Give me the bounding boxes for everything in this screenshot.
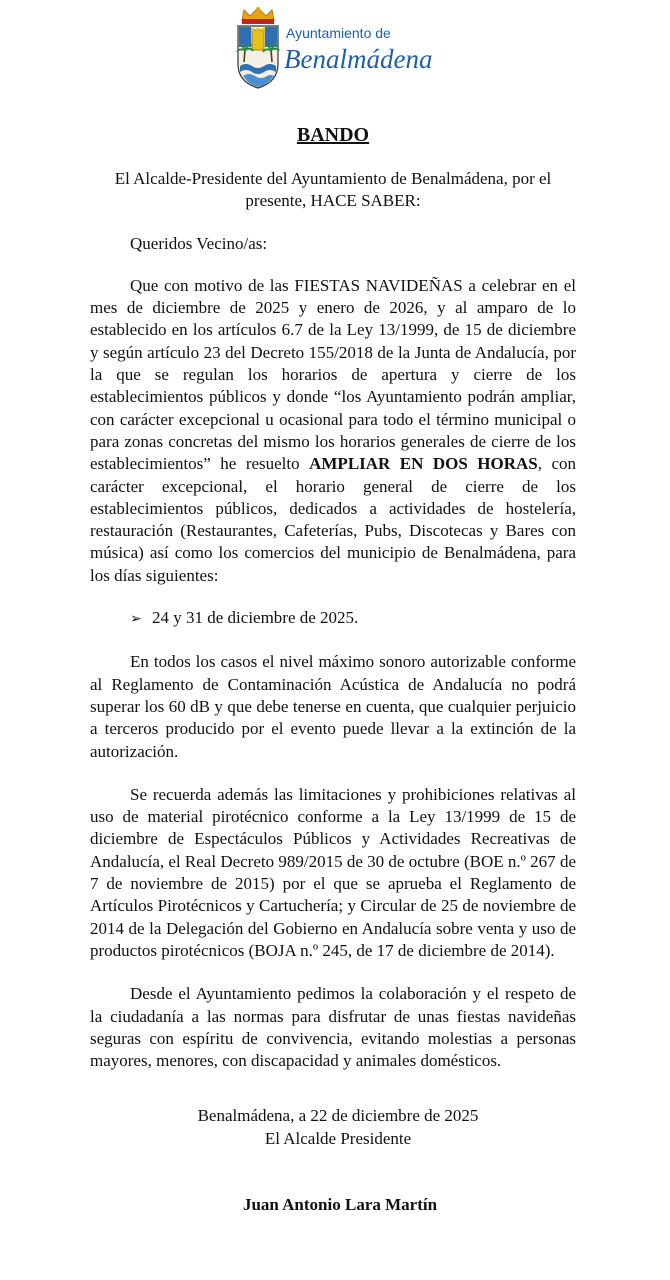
paragraph-1-emphasis: AMPLIAR EN DOS HORAS: [309, 454, 538, 474]
signer-name: Juan Antonio Lara Martín: [242, 1194, 438, 1214]
paragraph-1-text-b: , con carácter excepcional, el horario general de cierre de los establecimientos públicos, dedicados a actividades de hostelería, restauración (Restaurantes, Cafeterías, Pubs, Discotecas y Bares con música) así como los comercios del municipio de Benalmádena, para los días siguientes:: [90, 454, 577, 585]
arrow-bullet-icon: ➢: [130, 611, 142, 628]
intro-paragraph: El Alcalde-Presidente del Ayuntamiento de Benalmádena, por el presente, HACE SABER:: [114, 169, 552, 211]
dates-bullet: [130, 607, 576, 630]
paragraph-2: En todos los casos el nivel máximo sonoro autorizable conforme al Reglamento de Contaminación Acústica de Andalucía no podrá superar los 60 dB y que debe tenerse en cuenta, que cualquier perjuicio a terceros producido por el evento puede llevar a la extinción de la autorización.: [90, 652, 576, 761]
signer-role: El Alcalde Presidente: [264, 1128, 412, 1148]
paragraph-1-text-a: Que con motivo de las FIESTAS NAVIDEÑAS a celebrar en el mes de diciembre de 2025 y enero de 2026, y al amparo de lo establecido en los artículos 6.7 de la Ley 13/1999, de 15 de diciembre y según artículo 23 del Decreto 155/2018 de la Junta de Andalucía, por la que se regulan los horarios de apertura y cierre de los establecimientos públicos y donde “los Ayuntamiento podrán ampliar, con carácter excepcional u ocasional para todo el término municipal o para zonas concretas del mismo los horarios generales de cierre de los establecimientos” he resuelto: [90, 275, 576, 474]
coat-of-arms-icon: [234, 6, 282, 90]
logo-text-line1: Ayuntamiento de: [286, 25, 391, 41]
logo-text-line2: Benalmádena: [284, 44, 433, 74]
dates-bullet-text: 24 y 31 de diciembre de 2025.: [152, 608, 359, 628]
signature-block: [100, 1105, 576, 1150]
paragraph-4: Desde el Ayuntamiento pedimos la colaboración y el respeto de la ciudadanía a las normas para disfrutar de unas fiestas navideñas seguras con espíritu de convivencia, evitando molestias a personas mayores, menores, con discapacidad y animales domésticos.: [90, 984, 576, 1071]
greeting: Queridos Vecino/as:: [130, 233, 268, 253]
paragraph-1: [90, 275, 576, 587]
place-date: Benalmádena, a 22 de diciembre de 2025: [197, 1106, 479, 1126]
ayuntamiento-logo: [232, 6, 442, 92]
document-title: BANDO: [296, 124, 370, 146]
paragraph-3: Se recuerda además las limitaciones y prohibiciones relativas al uso de material pirotécnico conforme a la Ley 13/1999 de 15 de diciembre de Espectáculos Públicos y Actividades Recreativas de Andalucía, el Real Decreto 989/2015 de 30 de octubre (BOE n.º 267 de 7 de noviembre de 2015) por el que se aprueba el Reglamento de Artículos Pirotécnicos y Cartuchería; y Circular de 25 de noviembre de 2014 de la Delegación del Gobierno en Andalucía sobre venta y uso de productos pirotécnicos (BOJA n.º 245, de 17 de diciembre de 2014).: [90, 784, 576, 960]
document-body: [90, 122, 576, 1216]
